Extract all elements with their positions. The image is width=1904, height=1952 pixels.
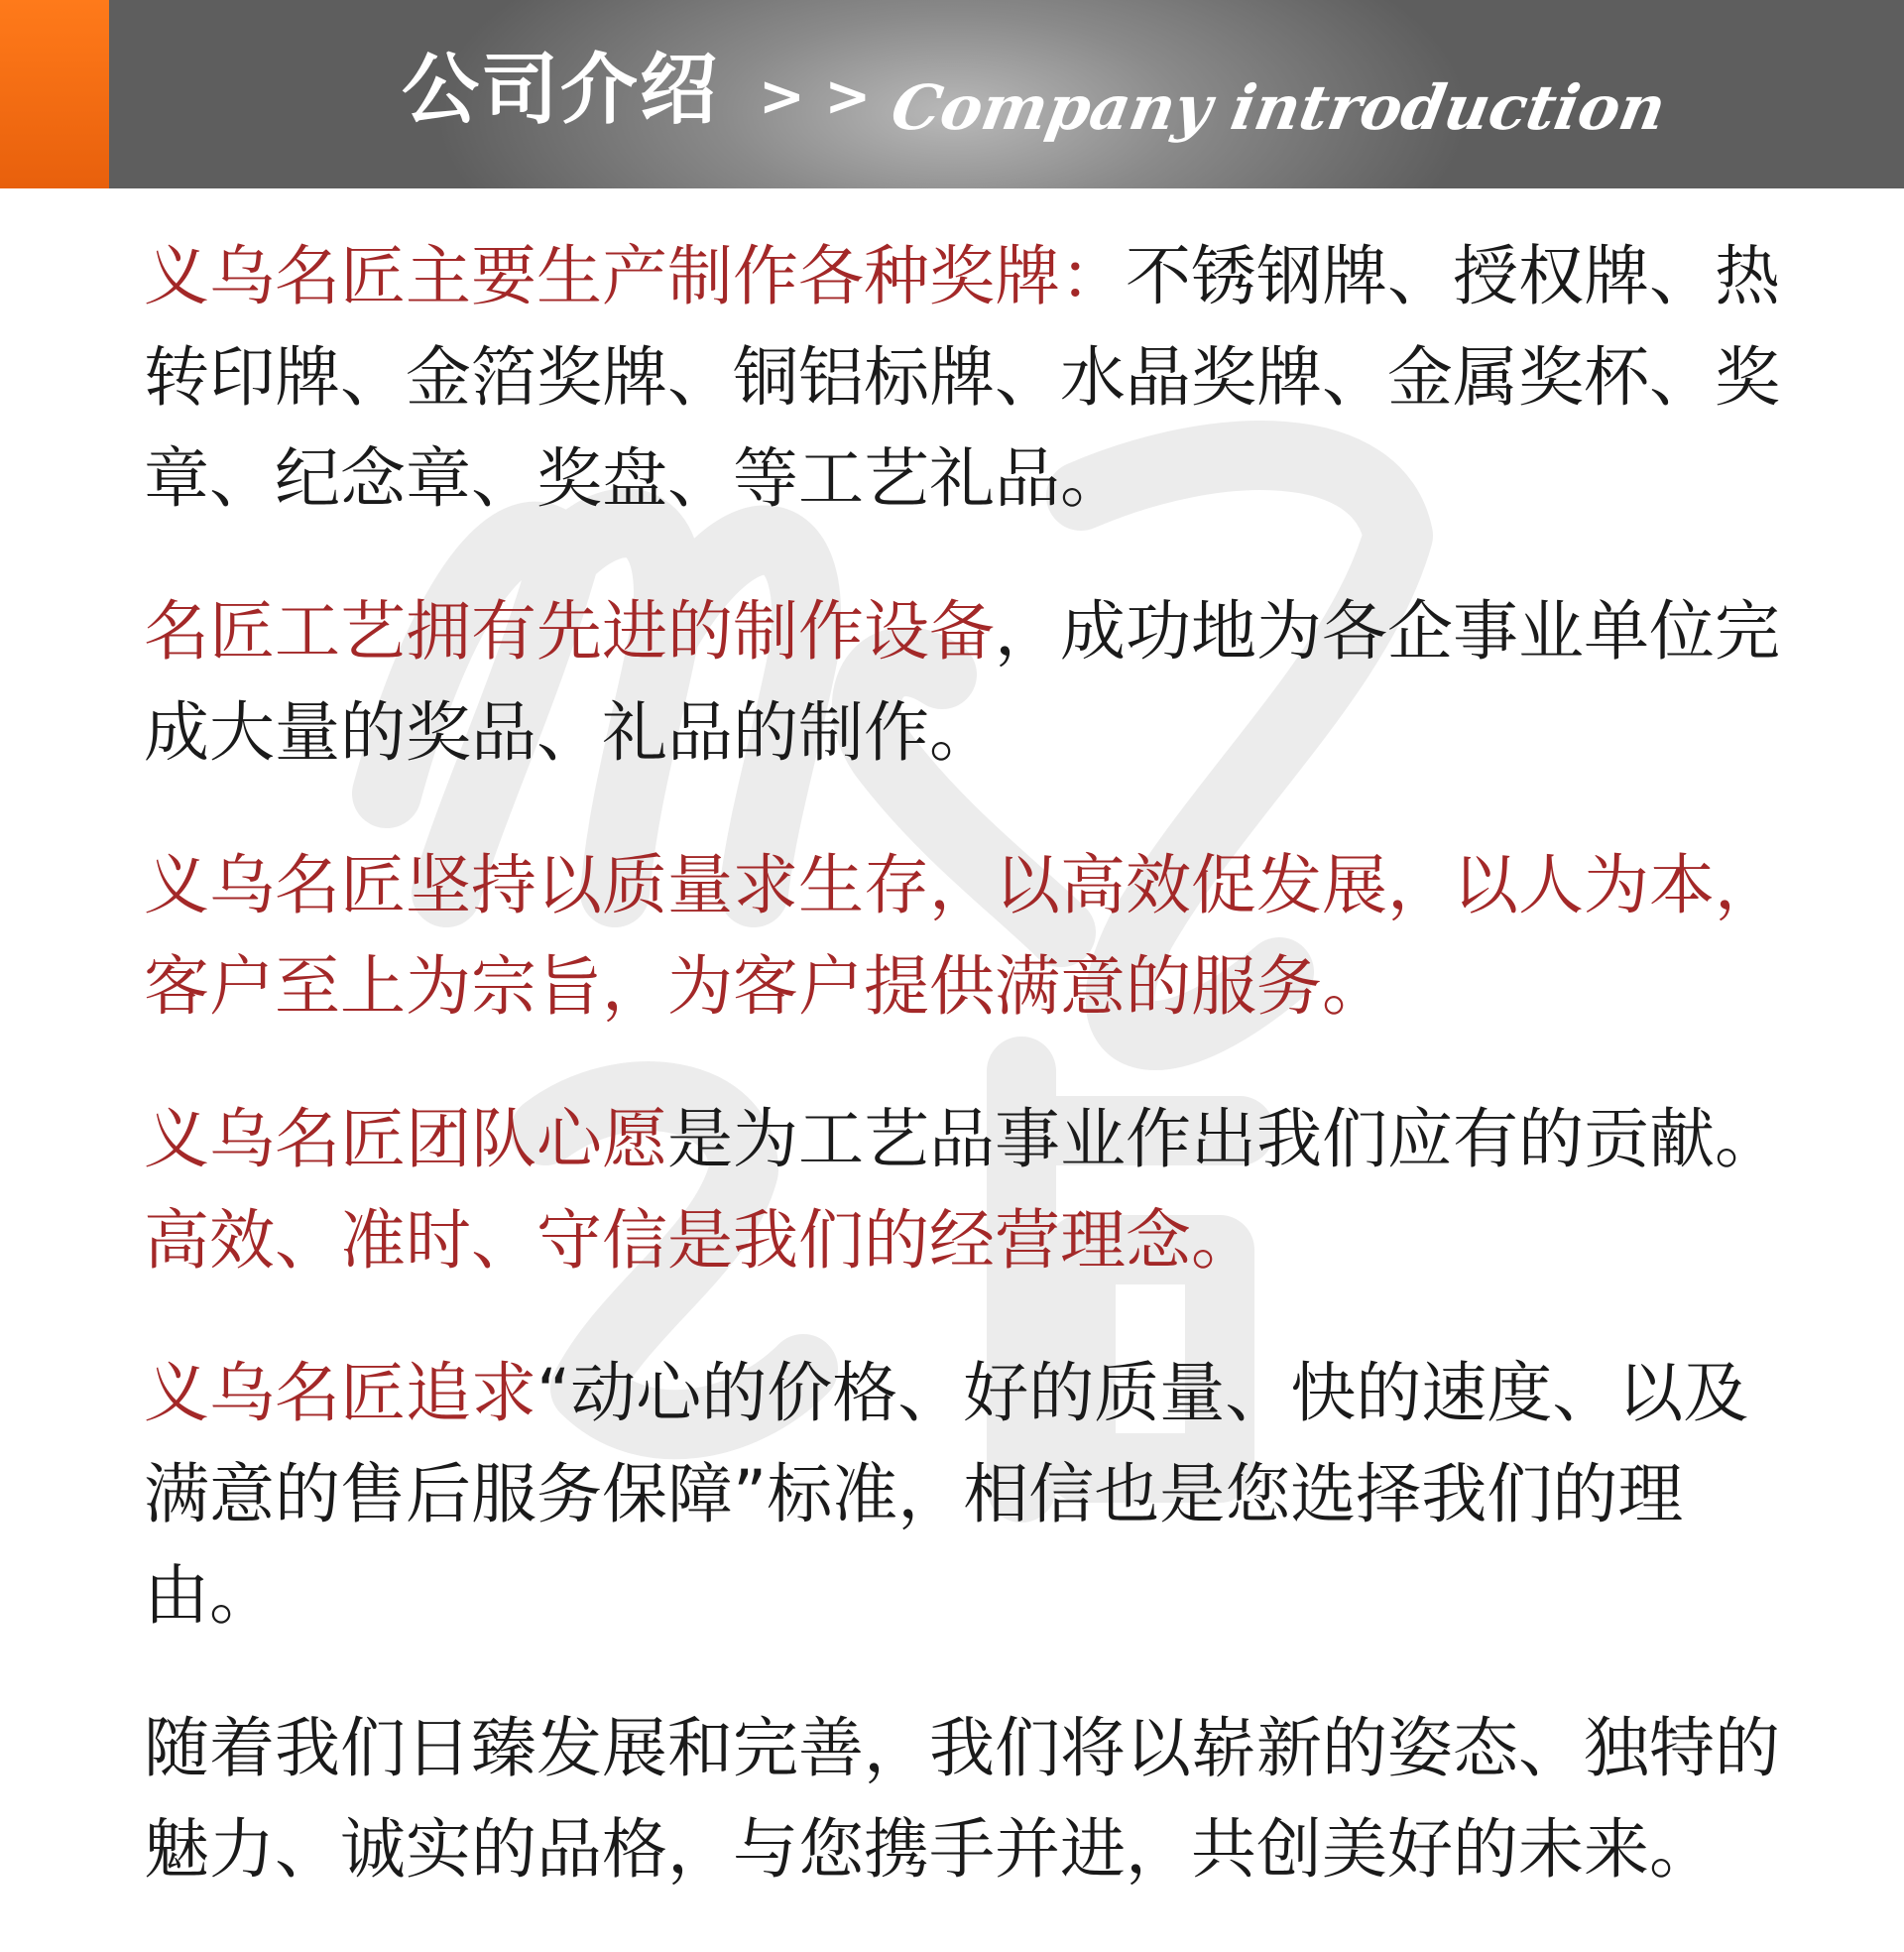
accent-block (0, 0, 109, 188)
paragraph-highlight: 名匠工艺拥有先进的制作设备 (144, 593, 995, 670)
paragraph-text: 不锈钢牌、授权牌、热转印牌、金箔奖牌、铜铝标牌、水晶奖牌、金属奖杯、奖章、纪念章、奖盘、等工艺礼品。 (144, 238, 1780, 517)
paragraph-highlight: 义乌名匠主要生产制作各种奖牌： (144, 238, 1126, 314)
page-title: 公司介绍 (402, 46, 720, 135)
paragraph-future (144, 1698, 1810, 1900)
paragraph-products (144, 226, 1810, 530)
paragraph-text: 随着我们日臻发展和完善，我们将以崭新的姿态、独特的魅力、诚实的品格，与您携手并进，共创美好的未来。 (144, 1710, 1780, 1888)
paragraph-pursuit (144, 1343, 1810, 1647)
paragraph-team-wish (144, 1089, 1810, 1291)
paragraph-philosophy: 高效、准时、守信是我们的经营理念。 (144, 1202, 1256, 1279)
header-banner (0, 0, 1904, 188)
paragraph-highlight: 义乌名匠追求 (144, 1355, 536, 1431)
paragraph-equipment (144, 581, 1810, 784)
paragraph-highlight: 义乌名匠团队心愿 (144, 1101, 667, 1177)
page-title-english: Company introduction (886, 71, 1672, 144)
paragraph-text: ，成功地为各企事业单位完成大量的奖品、礼品的制作。 (144, 593, 1780, 771)
paragraph-highlight: 义乌名匠坚持以质量求生存，以高效促发展，以人为本，客户至上为宗旨，为客户提供满意的服务。 (144, 847, 1780, 1025)
paragraph-text: “动心的价格、好的质量、快的速度、以及满意的售后服务保障”标准，相信也是您选择我们的理由。 (144, 1355, 1749, 1634)
paragraph-text: 是为工艺品事业作出我们应有的贡献。 (667, 1101, 1780, 1177)
title-separator: > > (759, 64, 872, 129)
paragraph-mission (144, 835, 1810, 1037)
content-body (144, 226, 1810, 1952)
